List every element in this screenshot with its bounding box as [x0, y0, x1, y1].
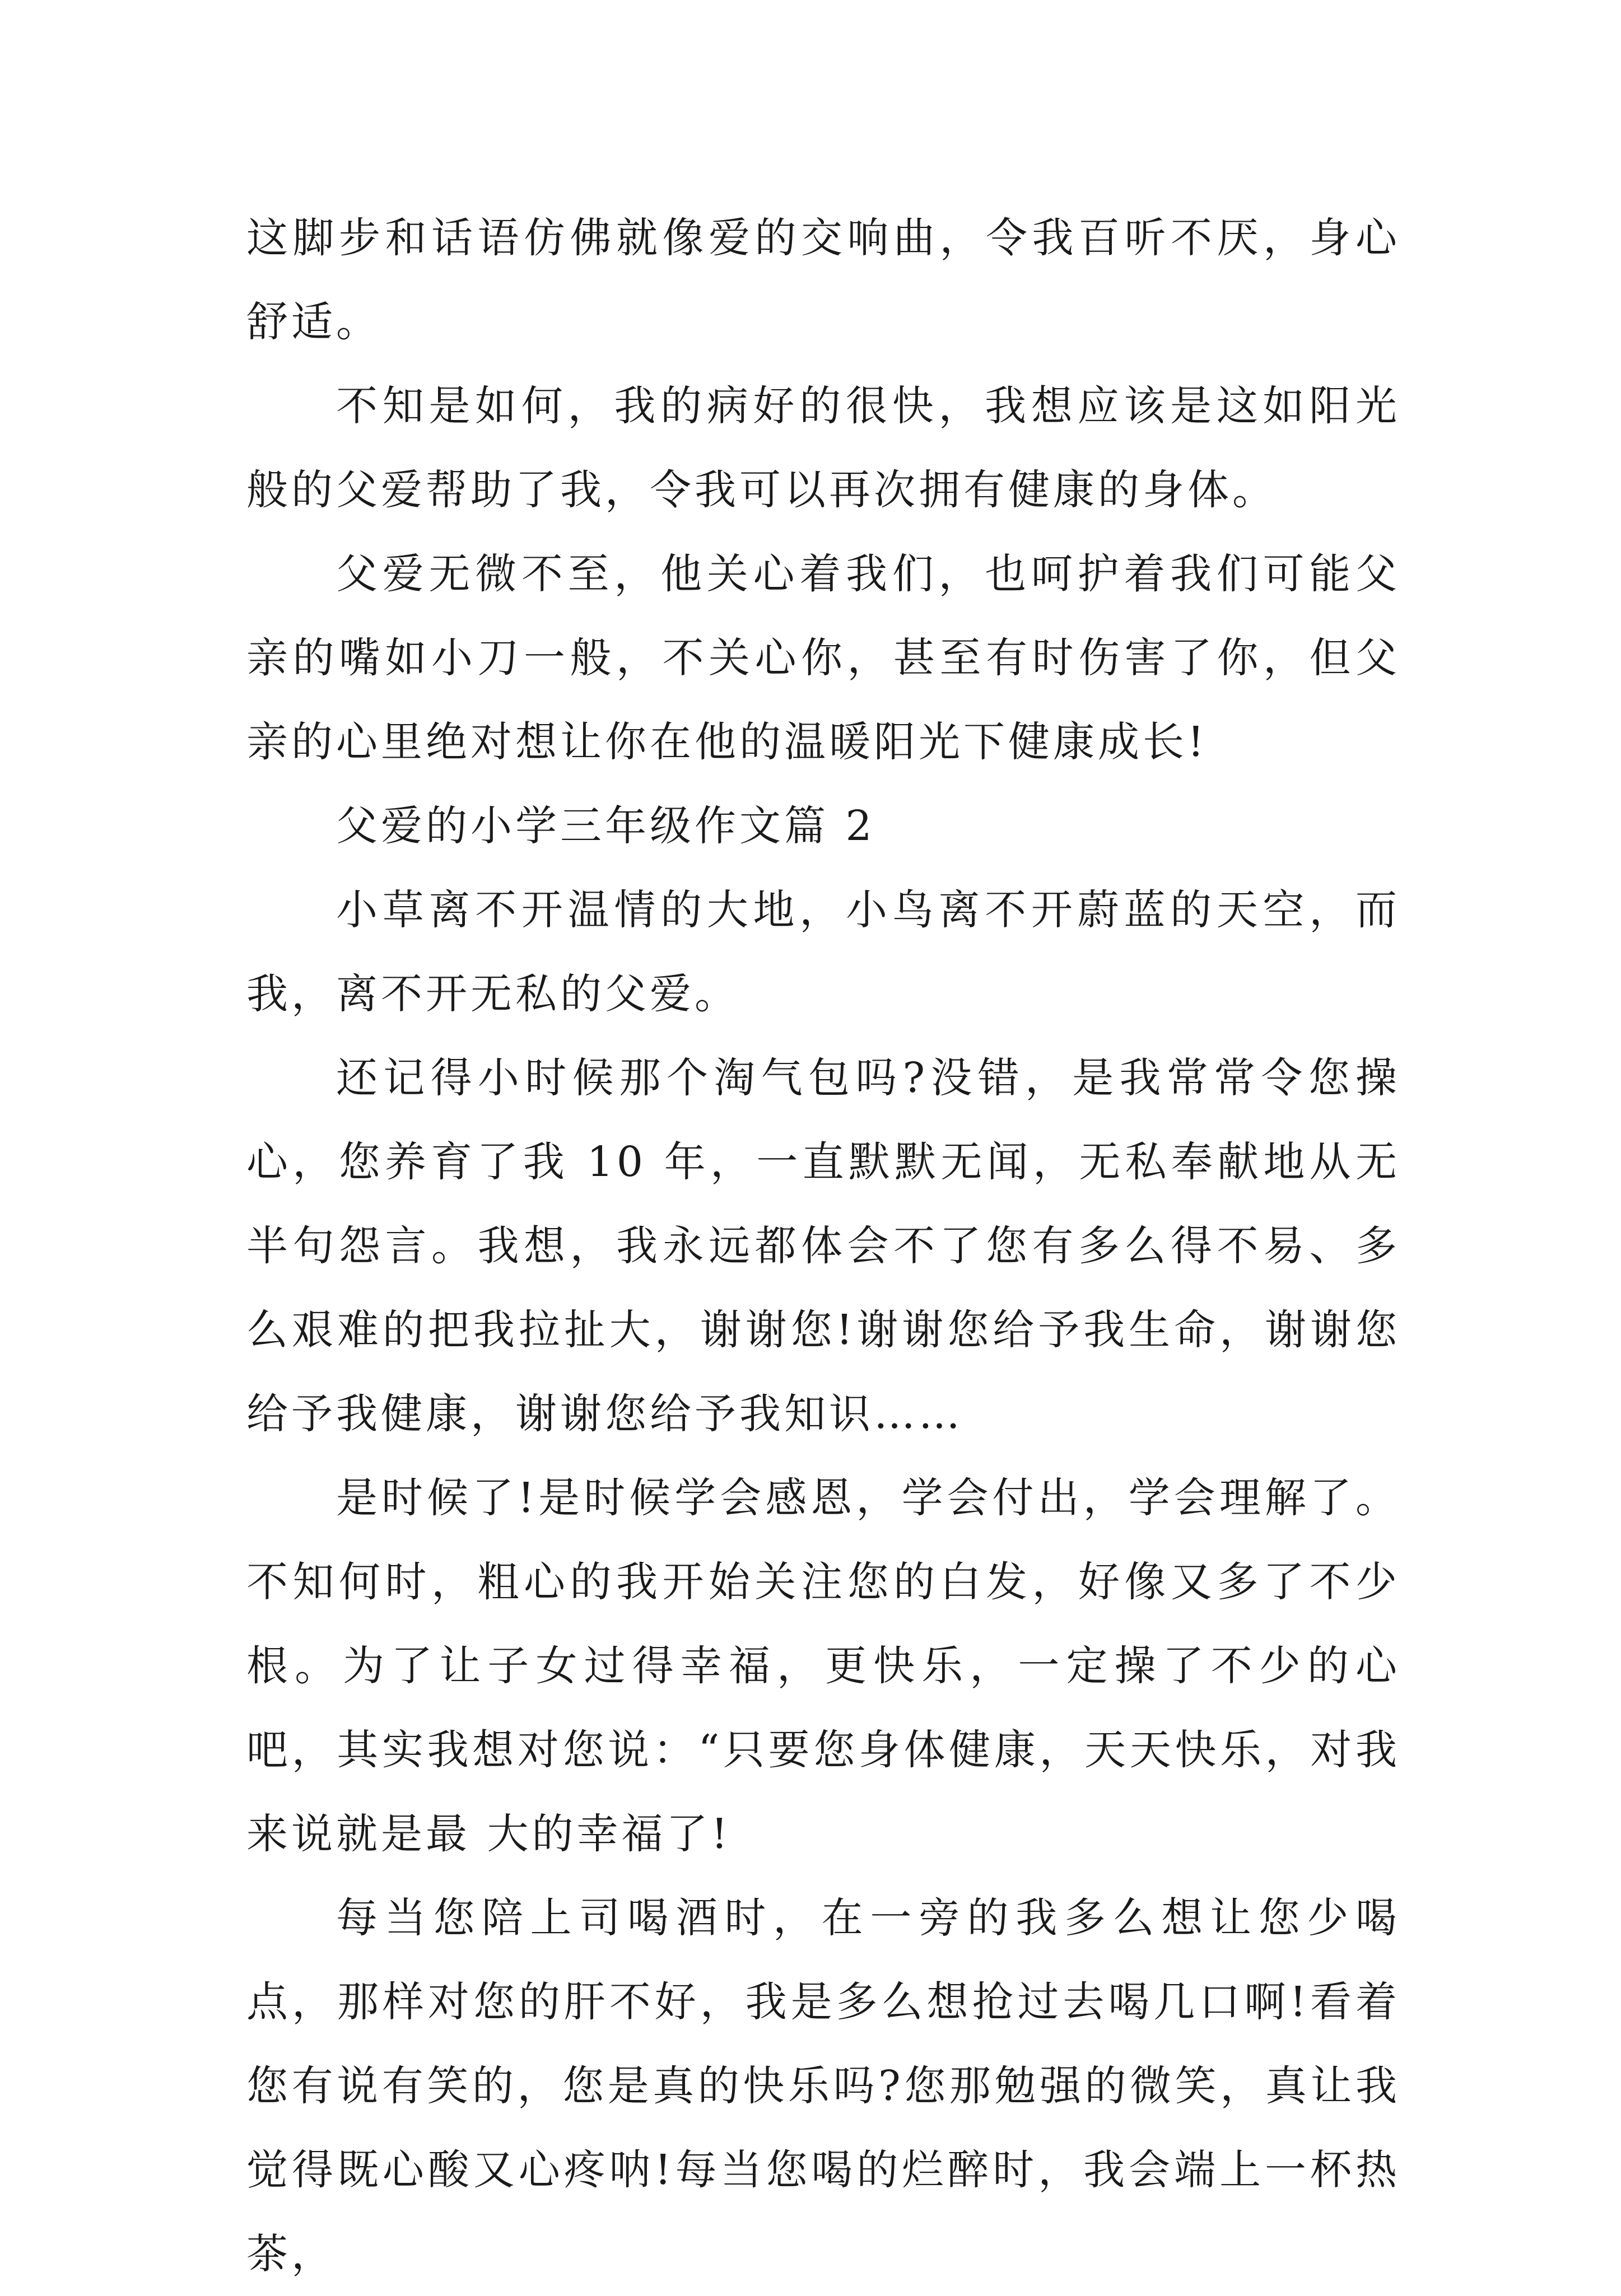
- paragraph-1: 这脚步和话语仿佛就像爱的交响曲，令我百听不厌，身心舒适。: [246, 214, 1400, 346]
- section-heading: 父爱的小学三年级作文篇 2: [336, 802, 875, 850]
- paragraph-4: 小草离不开温情的大地，小鸟离不开蔚蓝的天空，而我，离不开无私的父爱。: [246, 886, 1400, 1018]
- document-body: [246, 196, 1400, 2296]
- paragraph-7: 每当您陪上司喝酒时，在一旁的我多么想让您少喝点，那样对您的肝不好，我是多么想抢过去喝几口啊!看着您有说有笑的，您是真的快乐吗?您那勉强的微笑，真让我觉得既心酸又心疼呐!每当您喝的烂醉时，我会端上一杯热茶，: [246, 1894, 1400, 2278]
- paragraph-6: 是时候了!是时候学会感恩，学会付出，学会理解了。不知何时，粗心的我开始关注您的白发，好像又多了不少根。为了让子女过得幸福，更快乐，一定操了不少的心吧，其实我想对您说：“只要您身体健康，天天快乐，对我来说就是最 大的幸福了!: [246, 1474, 1400, 1858]
- paragraph-3: 父爱无微不至，他关心着我们，也呵护着我们可能父亲的嘴如小刀一般，不关心你，甚至有时伤害了你，但父亲的心里绝对想让你在他的温暖阳光下健康成长!: [246, 550, 1400, 766]
- paragraph-5: 还记得小时候那个淘气包吗?没错，是我常常令您操心，您养育了我 10 年，一直默默无闻，无私奉献地从无半句怨言。我想，我永远都体会不了您有多么得不易、多么艰难的把我拉扯大，谢谢您!谢谢您给予我生命，谢谢您给予我健康，谢谢您给予我知识……: [246, 1054, 1400, 1438]
- paragraph-2: 不知是如何，我的病好的很快，我想应该是这如阳光般的父爱帮助了我，令我可以再次拥有健康的身体。: [246, 382, 1400, 514]
